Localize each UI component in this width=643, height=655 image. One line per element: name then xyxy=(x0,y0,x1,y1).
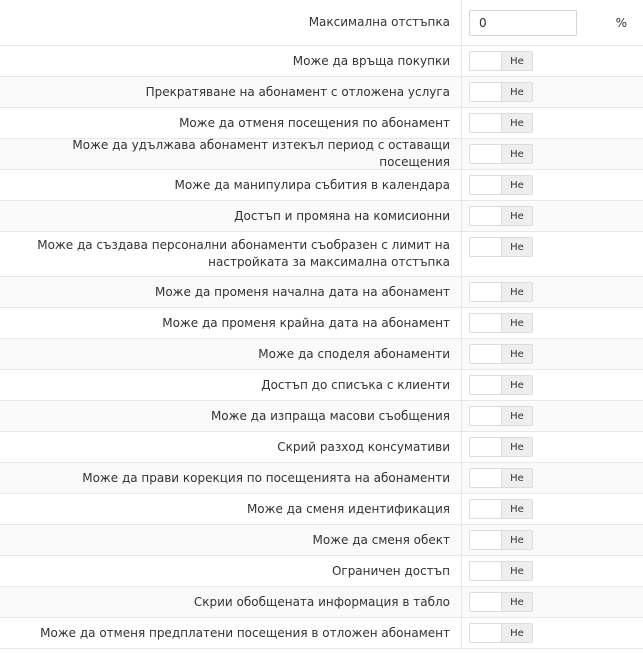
permission-value-cell xyxy=(461,232,643,276)
permission-row xyxy=(0,170,643,201)
permission-row xyxy=(0,139,643,170)
permission-toggle[interactable] xyxy=(469,237,533,257)
toggle-state-label: Не xyxy=(502,145,532,163)
permission-row xyxy=(0,339,643,370)
toggle-state-label: Не xyxy=(502,52,532,70)
permission-toggle[interactable] xyxy=(469,623,533,643)
permission-label: Може да изпраща масови съобщения xyxy=(210,408,450,423)
percent-unit: % xyxy=(615,15,627,30)
permission-row xyxy=(0,587,643,618)
permission-value-cell xyxy=(461,308,643,338)
permission-row xyxy=(0,494,643,525)
toggle-knob xyxy=(470,207,502,225)
max-discount-value-cell xyxy=(461,0,643,45)
toggle-state-label: Не xyxy=(502,624,532,642)
permission-value-cell xyxy=(461,277,643,307)
max-discount-input[interactable] xyxy=(469,10,577,36)
permission-label: Може да прави корекция по посещенията на абонаменти xyxy=(82,470,450,485)
permission-label: Може да сменя обект xyxy=(312,532,450,547)
toggle-knob xyxy=(470,145,502,163)
toggle-knob xyxy=(470,83,502,101)
permission-toggle[interactable] xyxy=(469,144,533,164)
permission-row xyxy=(0,401,643,432)
toggle-knob xyxy=(470,407,502,425)
permission-row xyxy=(0,77,643,108)
toggle-state-label: Не xyxy=(502,114,532,132)
permission-value-cell xyxy=(461,525,643,555)
permission-toggle[interactable] xyxy=(469,344,533,364)
permission-row xyxy=(0,525,643,556)
toggle-knob xyxy=(470,52,502,70)
toggle-state-label: Не xyxy=(502,376,532,394)
permission-value-cell xyxy=(461,139,643,169)
permission-row xyxy=(0,46,643,77)
toggle-knob xyxy=(470,238,502,256)
permission-label: Може да връща покупки xyxy=(292,53,450,68)
permission-toggle[interactable] xyxy=(469,375,533,395)
permission-row xyxy=(0,232,643,277)
toggle-knob xyxy=(470,562,502,580)
permission-value-cell xyxy=(461,108,643,138)
toggle-knob xyxy=(470,283,502,301)
toggle-state-label: Не xyxy=(502,438,532,456)
permission-value-cell xyxy=(461,401,643,431)
permission-toggle[interactable] xyxy=(469,592,533,612)
toggle-knob xyxy=(470,593,502,611)
permission-value-cell xyxy=(461,463,643,493)
permission-value-cell xyxy=(461,587,643,617)
permission-toggle[interactable] xyxy=(469,437,533,457)
permission-label: Скрий разход консумативи xyxy=(277,439,450,454)
permission-value-cell xyxy=(461,494,643,524)
permission-label: Може да създава персонални абонаменти съобразен с лимит на настройката за максимална отстъпка xyxy=(37,238,450,269)
permission-label: Ограничен достъп xyxy=(331,563,450,578)
toggle-state-label: Не xyxy=(502,469,532,487)
toggle-state-label: Не xyxy=(502,283,532,301)
permission-label: Може да споделя абонаменти xyxy=(258,346,450,361)
permission-row xyxy=(0,308,643,339)
toggle-knob xyxy=(470,345,502,363)
permission-list xyxy=(0,46,643,649)
permission-value-cell xyxy=(461,46,643,76)
toggle-knob xyxy=(470,500,502,518)
permission-toggle[interactable] xyxy=(469,282,533,302)
permission-value-cell xyxy=(461,339,643,369)
permission-label: Може да променя начална дата на абонамент xyxy=(154,284,450,299)
permission-label: Може да сменя идентификация xyxy=(246,501,450,516)
toggle-knob xyxy=(470,176,502,194)
permission-label: Може да удължава абонамент изтекъл период с оставащи посещения xyxy=(72,138,450,169)
toggle-state-label: Не xyxy=(502,207,532,225)
toggle-knob xyxy=(470,114,502,132)
toggle-knob xyxy=(470,314,502,332)
toggle-state-label: Не xyxy=(502,562,532,580)
toggle-state-label: Не xyxy=(502,531,532,549)
toggle-state-label: Не xyxy=(502,407,532,425)
permission-value-cell xyxy=(461,618,643,648)
permission-label: Може да манипулира събития в календара xyxy=(174,177,450,192)
permission-value-cell xyxy=(461,432,643,462)
permission-row xyxy=(0,618,643,649)
toggle-knob xyxy=(470,531,502,549)
permission-toggle[interactable] xyxy=(469,406,533,426)
permission-value-cell xyxy=(461,370,643,400)
toggle-knob xyxy=(470,469,502,487)
permission-label: Прекратяване на абонамент с отложена услуга xyxy=(145,84,450,99)
permission-toggle[interactable] xyxy=(469,51,533,71)
toggle-state-label: Не xyxy=(502,345,532,363)
permission-value-cell xyxy=(461,201,643,231)
permission-toggle[interactable] xyxy=(469,175,533,195)
permission-row xyxy=(0,108,643,139)
toggle-knob xyxy=(470,624,502,642)
permission-row xyxy=(0,432,643,463)
permission-toggle[interactable] xyxy=(469,313,533,333)
permission-row xyxy=(0,277,643,308)
permission-row xyxy=(0,463,643,494)
permission-toggle[interactable] xyxy=(469,82,533,102)
toggle-state-label: Не xyxy=(502,314,532,332)
permission-row xyxy=(0,556,643,587)
max-discount-row xyxy=(0,0,643,46)
max-discount-label: Максимална отстъпка xyxy=(308,15,450,29)
permission-toggle[interactable] xyxy=(469,468,533,488)
toggle-state-label: Не xyxy=(502,83,532,101)
permission-label: Може да променя крайна дата на абонамент xyxy=(162,315,450,330)
permission-row xyxy=(0,370,643,401)
permission-value-cell xyxy=(461,556,643,586)
toggle-knob xyxy=(470,376,502,394)
toggle-knob xyxy=(470,438,502,456)
permission-toggle[interactable] xyxy=(469,499,533,519)
permission-label: Скрии обобщената информация в табло xyxy=(193,594,450,609)
permission-toggle[interactable] xyxy=(469,561,533,581)
toggle-state-label: Не xyxy=(502,238,532,256)
permission-toggle[interactable] xyxy=(469,206,533,226)
permission-label: Достъп и промяна на комисионни xyxy=(234,208,450,223)
toggle-state-label: Не xyxy=(502,176,532,194)
toggle-state-label: Не xyxy=(502,593,532,611)
toggle-state-label: Не xyxy=(502,500,532,518)
permission-row xyxy=(0,201,643,232)
permission-label: Може да отменя посещения по абонамент xyxy=(179,115,450,130)
permission-value-cell xyxy=(461,77,643,107)
permission-label: Може да отменя предплатени посещения в отложен абонамент xyxy=(40,625,450,640)
permission-value-cell xyxy=(461,170,643,200)
permission-toggle[interactable] xyxy=(469,113,533,133)
permission-label: Достъп до списъка с клиенти xyxy=(261,377,450,392)
permission-toggle[interactable] xyxy=(469,530,533,550)
